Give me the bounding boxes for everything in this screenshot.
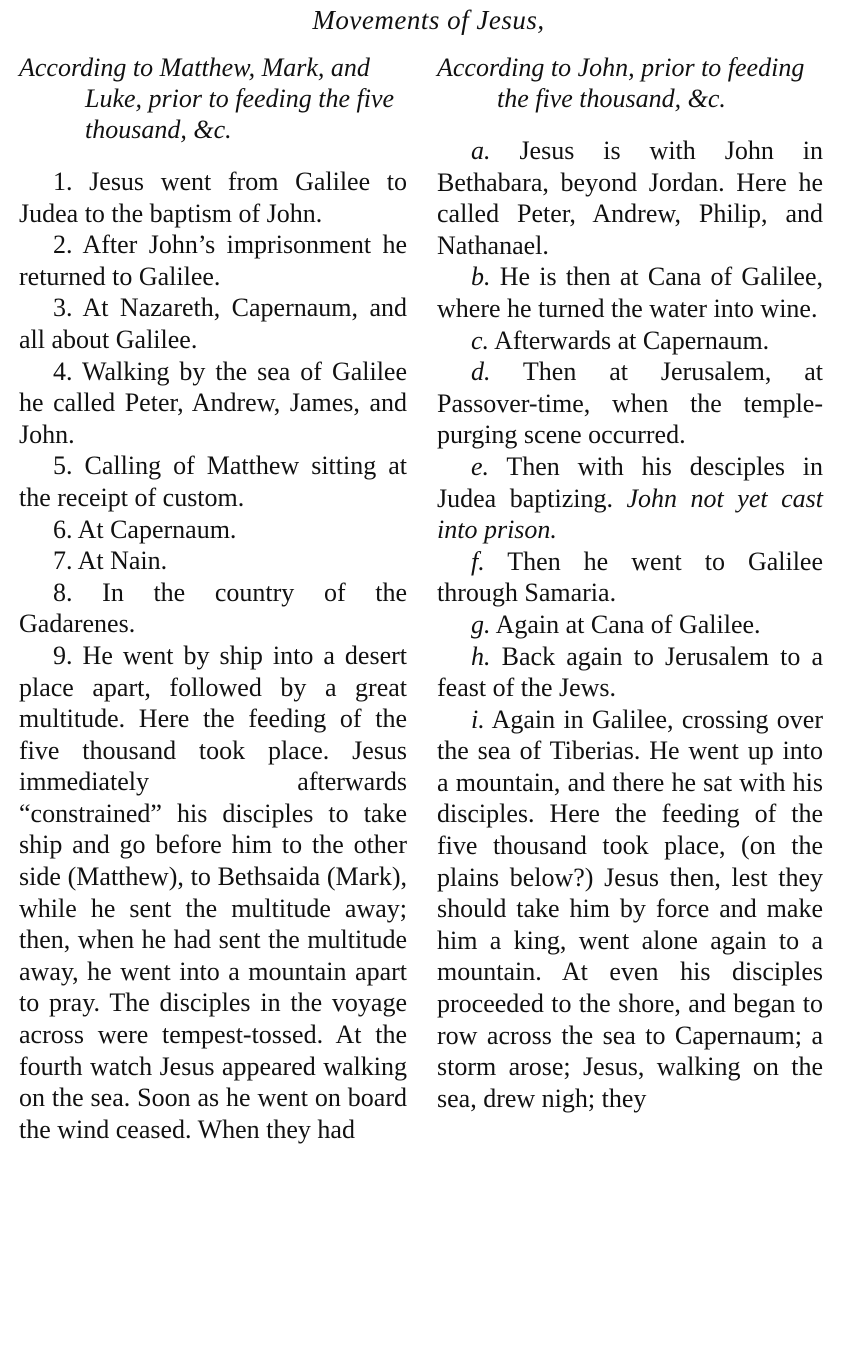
item-label: f. bbox=[471, 546, 485, 576]
synoptic-item-7 bbox=[19, 545, 407, 577]
synoptic-item-2 bbox=[19, 229, 407, 292]
item-text: Jesus went from Galilee to Judea to the baptism of John. bbox=[19, 167, 408, 228]
item-text: Back again to Jerusalem to a feast of the Jews. bbox=[437, 641, 823, 703]
item-text: Again in Galilee, crossing over the sea of Tiberias. He went up into a mountain, and there he sat with his disciples. Here the feeding of the five thousand took place, (on the plains below?) Jesus then, lest they should take him by force and make him a king, went alone again to a mountain. At even his disciples proceeded to the shore, and began to row across the sea to Capernaum; a storm arose; Jesus, walking on the sea, drew nigh; they bbox=[437, 704, 823, 1113]
john-item-f bbox=[437, 546, 823, 609]
item-text: Walking by the sea of Galilee he called Peter, Andrew, James, and John. bbox=[19, 356, 408, 449]
john-item-c bbox=[437, 325, 823, 357]
john-item-e bbox=[437, 451, 823, 546]
item-label: e. bbox=[471, 451, 490, 481]
item-text: At Nazareth, Capernaum, and all about Galilee. bbox=[19, 293, 407, 354]
john-item-d bbox=[437, 356, 823, 451]
item-number: 6. bbox=[53, 514, 73, 544]
john-item-h bbox=[437, 641, 823, 704]
item-text: Again at Cana of Galilee. bbox=[495, 609, 761, 639]
synoptic-item-3 bbox=[19, 292, 407, 355]
item-italic-note: John not yet cast into prison. bbox=[437, 483, 824, 545]
item-number: 1. bbox=[53, 167, 73, 196]
item-number: 4. bbox=[53, 356, 73, 386]
synoptic-item-6 bbox=[19, 514, 407, 546]
item-label: d. bbox=[471, 357, 491, 387]
john-item-a bbox=[437, 135, 823, 261]
john-item-g bbox=[437, 609, 823, 641]
synoptic-item-4 bbox=[19, 356, 407, 451]
item-text: After John’s imprisonment he returned to Galilee. bbox=[19, 230, 407, 291]
item-label: a. bbox=[471, 136, 491, 165]
item-label: b. bbox=[471, 262, 491, 292]
item-text: Then he went to Galilee through Samaria. bbox=[437, 546, 824, 608]
item-text: Jesus is with John in Bethabara, beyond Jordan. Here he called Peter, Andrew, Philip, and Nathanael. bbox=[437, 136, 823, 260]
item-text: Afterwards at Capernaum. bbox=[494, 325, 770, 355]
john-item-i bbox=[437, 704, 823, 1115]
synoptic-item-9 bbox=[19, 640, 407, 1146]
item-number: 9. bbox=[53, 640, 73, 670]
synoptic-column-heading: According to Matthew, Mark, and Luke, prior to feeding the five thousand, &c. bbox=[19, 53, 395, 144]
item-label: c. bbox=[471, 325, 490, 355]
synoptic-column bbox=[19, 52, 407, 1145]
item-label: h. bbox=[471, 641, 491, 671]
item-text: Then with his desciples in Judea baptizing. bbox=[437, 451, 823, 513]
john-item-b bbox=[437, 261, 823, 324]
item-number: 2. bbox=[53, 230, 73, 260]
item-number: 8. bbox=[53, 577, 73, 607]
item-text: Calling of Matthew sitting at the receipt of custom. bbox=[19, 451, 407, 512]
item-text: He went by ship into a desert place apart, followed by a great multitude. Here the feeding of the five thousand took place. Jesus immediately afterwards “constrained” his disciples to take ship and go before him to the other side (Matthew), to Bethsaida (Mark), while he sent the multitude away; then, when he had sent the multitude away, he went into a mountain apart to pray. The disciples in the voyage across were tempest-tossed. At the fourth watch Jesus appeared walking on the sea. Soon as he went on board the wind ceased. When they had bbox=[19, 640, 408, 1144]
item-text: At Capernaum. bbox=[77, 514, 237, 544]
item-label: g. bbox=[471, 609, 491, 639]
item-number: 7. bbox=[53, 546, 73, 576]
item-text: Then at Jerusalem, at Passover-time, when the temple-purging scene occurred. bbox=[437, 357, 823, 450]
synoptic-item-5 bbox=[19, 450, 407, 513]
page-title: Movements of Jesus, bbox=[312, 5, 545, 35]
item-text: In the country of the Gadarenes. bbox=[19, 577, 408, 639]
item-text: He is then at Cana of Galilee, where he turned the water into wine. bbox=[437, 262, 824, 323]
john-column bbox=[437, 52, 823, 1114]
synoptic-item-1 bbox=[19, 166, 407, 229]
john-column-heading: According to John, prior to feeding the five thousand, &c. bbox=[437, 53, 805, 113]
item-number: 3. bbox=[53, 293, 73, 323]
item-number: 5. bbox=[53, 451, 73, 481]
synoptic-item-8 bbox=[19, 577, 407, 640]
item-label: i. bbox=[471, 704, 485, 734]
item-text: At Nain. bbox=[77, 546, 168, 576]
